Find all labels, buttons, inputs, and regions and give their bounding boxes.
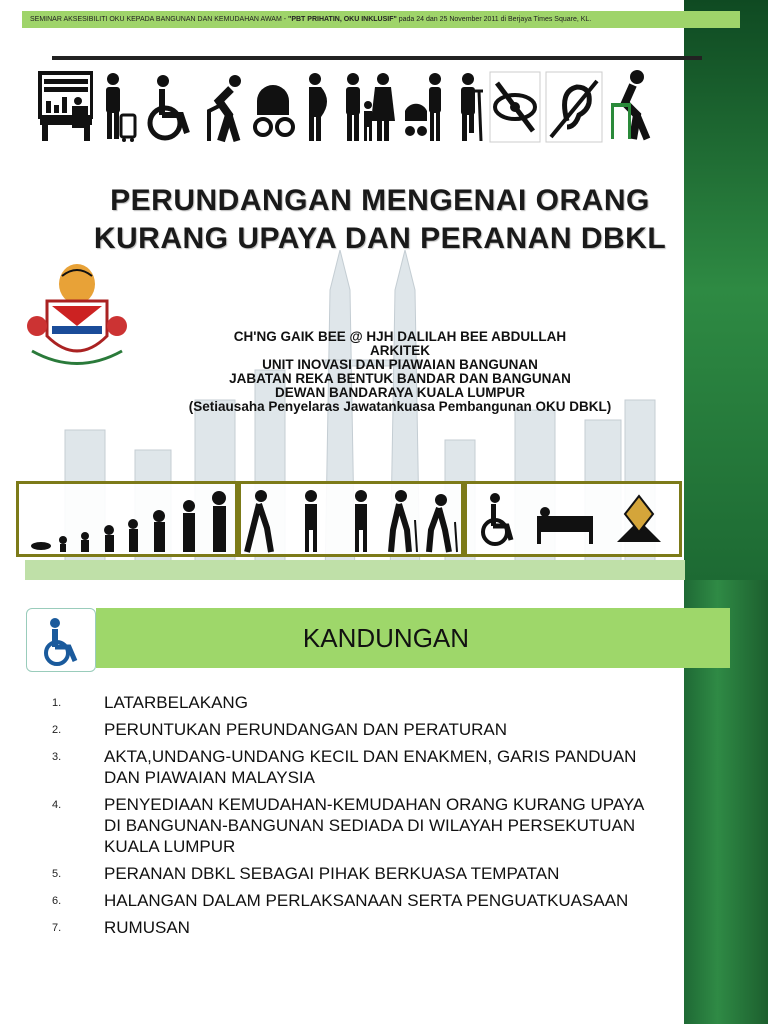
- accessibility-icons-row: [38, 68, 738, 143]
- child-growth-icon: [19, 484, 235, 554]
- parent-stroller-icon: [403, 71, 447, 143]
- list-item-number: 3.: [52, 751, 62, 763]
- wheelchair-icon: [27, 609, 95, 671]
- list-item: [52, 746, 672, 788]
- list-item-text: PERANAN DBKL SEBAGAI PIHAK BERKUASA TEMPATAN: [104, 864, 560, 883]
- contents-list: [52, 692, 672, 944]
- list-item: [52, 917, 672, 938]
- dbkl-crest-logo: [22, 256, 132, 381]
- list-item-text: RUMUSAN: [104, 918, 190, 937]
- list-item: [52, 890, 672, 911]
- list-item-text: PENYEDIAAN KEMUDAHAN-KEMUDAHAN ORANG KURANG UPAYA DI BANGUNAN-BANGUNAN SEDIADA DI WILAYAH PERSEKUTUAN KUALA LUMPUR: [104, 795, 644, 856]
- life-stages-row: [16, 481, 684, 561]
- list-item-number: 4.: [52, 799, 62, 811]
- divider: [52, 56, 702, 60]
- list-item-number: 7.: [52, 922, 62, 934]
- wheelchair-icon: [141, 71, 197, 143]
- elderly-cane-icon: [201, 71, 249, 143]
- author-organisation: DEWAN BANDARAYA KUALA LUMPUR: [274, 385, 525, 400]
- seminar-suffix: pada 24 dan 25 November 2011 di Berjaya Times Square, KL.: [396, 16, 592, 23]
- author-department: JABATAN REKA BENTUK BANDAR DAN BANGUNAN: [229, 371, 571, 386]
- list-item: [52, 794, 672, 857]
- disability-figures-icon: [467, 484, 679, 554]
- contents-heading: KANDUNGAN: [302, 623, 470, 653]
- contents-logo: [26, 608, 96, 672]
- ageing-stages-panel: [238, 481, 464, 557]
- visually-impaired-icon: [489, 71, 541, 143]
- growth-stages-panel: [16, 481, 238, 557]
- person-luggage-icon: [97, 71, 137, 143]
- list-item-text: HALANGAN DALAM PERLAKSANAAN SERTA PENGUATKUASAAN: [104, 891, 629, 910]
- kiosk-icon: [38, 71, 93, 143]
- elderly-walker-icon: [607, 67, 661, 143]
- crutch-icon: [451, 71, 485, 143]
- stroller-icon: [253, 71, 295, 143]
- seminar-banner: [22, 11, 740, 28]
- author-name: CH'NG GAIK BEE @ HJH DALILAH BEE ABDULLAH: [233, 329, 567, 344]
- page-title: [60, 182, 700, 258]
- list-item: [52, 719, 672, 740]
- list-item-text: AKTA,UNDANG-UNDANG KECIL DAN ENAKMEN, GARIS PANDUAN DAN PIAWAIAN MALAYSIA: [104, 747, 637, 787]
- seminar-prefix: SEMINAR AKSESIBILITI OKU KEPADA BANGUNAN DAN KEMUDAHAN AWAM -: [30, 16, 289, 23]
- pregnant-woman-icon: [299, 71, 335, 143]
- title-line-1: PERUNDANGAN MENGENAI ORANG: [110, 184, 650, 217]
- list-item-text: LATARBELAKANG: [104, 693, 248, 712]
- disability-stages-panel: [464, 481, 682, 557]
- list-item: [52, 692, 672, 713]
- ageing-figures-icon: [241, 484, 461, 554]
- list-item-text: PERUNTUKAN PERUNDANGAN DAN PERATURAN: [104, 720, 508, 739]
- family-icon: [339, 71, 399, 143]
- author-role: (Setiausaha Penyelaras Jawatankuasa Pembangunan OKU DBKL): [188, 399, 612, 414]
- list-item: [52, 863, 672, 884]
- list-item-number: 2.: [52, 724, 62, 736]
- hearing-impaired-icon: [545, 71, 603, 143]
- author-unit: UNIT INOVASI DAN PIAWAIAN BANGUNAN: [262, 357, 538, 372]
- list-item-number: 1.: [52, 697, 62, 709]
- title-line-2: KURANG UPAYA DAN PERANAN DBKL: [93, 222, 667, 255]
- author-position: ARKITEK: [370, 343, 430, 358]
- list-item-number: 5.: [52, 868, 62, 880]
- author-block: [160, 330, 640, 414]
- list-item-number: 6.: [52, 895, 62, 907]
- seminar-highlight: "PBT PRIHATIN, OKU INKLUSIF": [288, 16, 397, 23]
